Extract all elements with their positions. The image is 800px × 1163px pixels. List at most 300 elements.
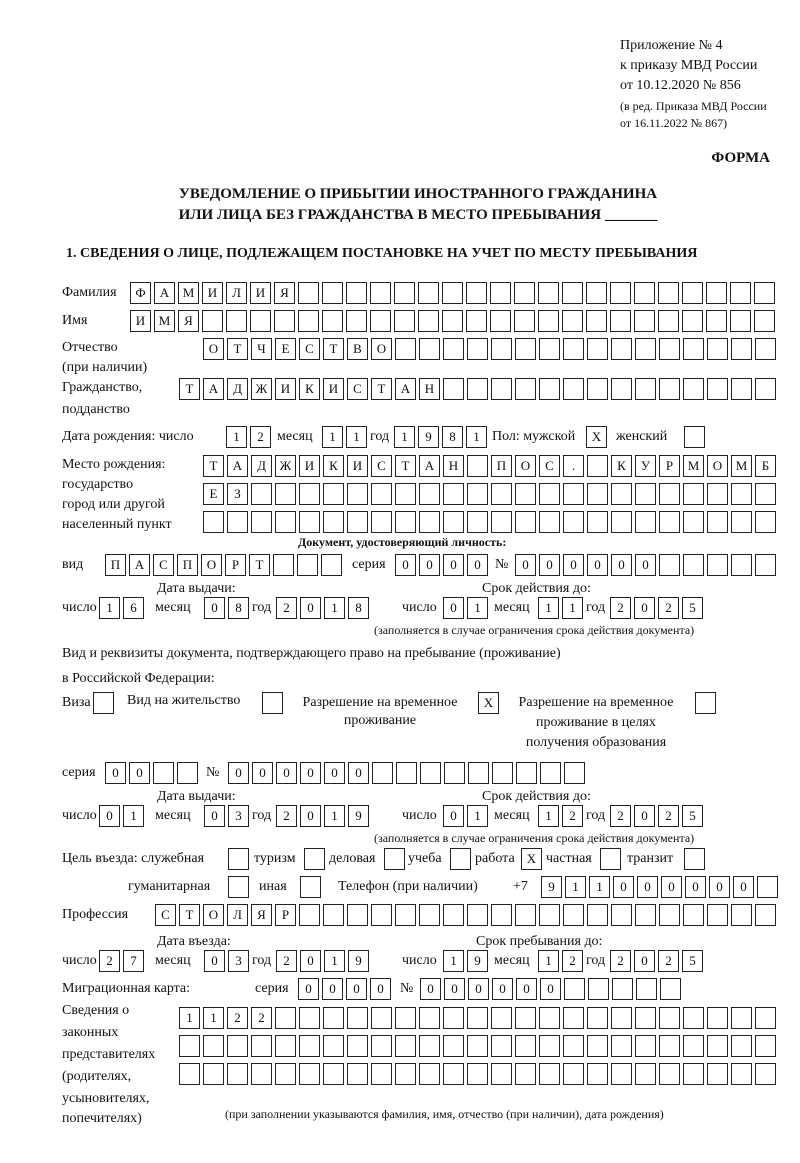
char-cell[interactable]: С xyxy=(371,455,392,477)
char-cell[interactable]: 2 xyxy=(99,950,120,972)
char-cell[interactable]: 8 xyxy=(228,597,249,619)
char-cell[interactable] xyxy=(538,282,559,304)
char-cell[interactable] xyxy=(755,511,776,533)
char-cell[interactable] xyxy=(347,1007,368,1029)
char-cell[interactable] xyxy=(588,978,609,1000)
char-cell[interactable]: 0 xyxy=(634,805,655,827)
char-cell[interactable] xyxy=(323,1035,344,1057)
char-cell[interactable]: 9 xyxy=(348,805,369,827)
char-cell[interactable]: Т xyxy=(179,904,200,926)
char-cell[interactable] xyxy=(731,1063,752,1085)
char-cell[interactable]: С xyxy=(347,378,368,400)
char-cell[interactable]: М xyxy=(683,455,704,477)
char-cell[interactable] xyxy=(539,338,560,360)
char-cell[interactable] xyxy=(299,1063,320,1085)
char-cell[interactable] xyxy=(731,483,752,505)
char-cell[interactable]: 2 xyxy=(276,597,297,619)
char-cell[interactable] xyxy=(563,483,584,505)
purpose-study-checkbox[interactable] xyxy=(450,848,474,870)
char-cell[interactable] xyxy=(251,1063,272,1085)
profession-field[interactable] xyxy=(155,904,779,926)
char-cell[interactable] xyxy=(420,762,441,784)
char-cell[interactable]: С xyxy=(155,904,176,926)
char-cell[interactable] xyxy=(707,338,728,360)
char-cell[interactable]: 0 xyxy=(370,978,391,1000)
char-cell[interactable]: 2 xyxy=(562,805,583,827)
char-cell[interactable]: М xyxy=(731,455,752,477)
char-cell[interactable]: 0 xyxy=(300,950,321,972)
char-cell[interactable]: Н xyxy=(419,378,440,400)
purpose-other-checkbox[interactable] xyxy=(300,876,324,898)
char-cell[interactable]: 0 xyxy=(298,978,319,1000)
char-cell[interactable] xyxy=(442,310,463,332)
char-cell[interactable]: X xyxy=(478,692,499,714)
char-cell[interactable] xyxy=(731,554,752,576)
char-cell[interactable] xyxy=(514,282,535,304)
char-cell[interactable] xyxy=(754,282,775,304)
char-cell[interactable] xyxy=(563,338,584,360)
char-cell[interactable] xyxy=(467,1063,488,1085)
char-cell[interactable] xyxy=(491,904,512,926)
char-cell[interactable] xyxy=(153,762,174,784)
char-cell[interactable] xyxy=(587,511,608,533)
char-cell[interactable]: 0 xyxy=(395,554,416,576)
id-valid-year-field[interactable] xyxy=(610,597,706,619)
char-cell[interactable]: 0 xyxy=(468,978,489,1000)
birthplace-field-2[interactable] xyxy=(203,483,779,505)
char-cell[interactable] xyxy=(227,1035,248,1057)
char-cell[interactable] xyxy=(635,1063,656,1085)
char-cell[interactable] xyxy=(227,511,248,533)
char-cell[interactable]: 0 xyxy=(637,876,658,898)
char-cell[interactable]: 1 xyxy=(562,597,583,619)
char-cell[interactable] xyxy=(562,282,583,304)
char-cell[interactable] xyxy=(515,904,536,926)
char-cell[interactable] xyxy=(564,978,585,1000)
char-cell[interactable] xyxy=(275,1063,296,1085)
char-cell[interactable]: 9 xyxy=(467,950,488,972)
char-cell[interactable]: 0 xyxy=(611,554,632,576)
char-cell[interactable] xyxy=(299,904,320,926)
char-cell[interactable]: 3 xyxy=(228,805,249,827)
char-cell[interactable]: 2 xyxy=(276,805,297,827)
char-cell[interactable]: 0 xyxy=(443,597,464,619)
char-cell[interactable] xyxy=(274,310,295,332)
char-cell[interactable]: П xyxy=(105,554,126,576)
char-cell[interactable] xyxy=(731,1035,752,1057)
char-cell[interactable]: 2 xyxy=(658,950,679,972)
char-cell[interactable] xyxy=(587,1035,608,1057)
char-cell[interactable]: А xyxy=(203,378,224,400)
char-cell[interactable] xyxy=(659,378,680,400)
char-cell[interactable] xyxy=(587,455,608,477)
temp-residence-checkbox[interactable] xyxy=(478,692,502,714)
char-cell[interactable] xyxy=(418,282,439,304)
char-cell[interactable] xyxy=(586,282,607,304)
char-cell[interactable] xyxy=(659,904,680,926)
char-cell[interactable] xyxy=(419,483,440,505)
char-cell[interactable] xyxy=(659,338,680,360)
char-cell[interactable] xyxy=(539,483,560,505)
char-cell[interactable]: 2 xyxy=(610,950,631,972)
entry-year-field[interactable] xyxy=(276,950,372,972)
char-cell[interactable] xyxy=(395,511,416,533)
char-cell[interactable] xyxy=(490,310,511,332)
char-cell[interactable]: 1 xyxy=(346,426,367,448)
char-cell[interactable]: 2 xyxy=(562,950,583,972)
char-cell[interactable]: Ж xyxy=(251,378,272,400)
char-cell[interactable]: Я xyxy=(178,310,199,332)
char-cell[interactable] xyxy=(298,310,319,332)
char-cell[interactable]: О xyxy=(371,338,392,360)
char-cell[interactable]: . xyxy=(563,455,584,477)
char-cell[interactable]: 0 xyxy=(300,762,321,784)
char-cell[interactable]: З xyxy=(227,483,248,505)
char-cell[interactable] xyxy=(706,282,727,304)
purpose-official-checkbox[interactable] xyxy=(228,848,252,870)
stay-year-field[interactable] xyxy=(610,950,706,972)
char-cell[interactable]: С xyxy=(153,554,174,576)
char-cell[interactable]: 2 xyxy=(227,1007,248,1029)
char-cell[interactable]: 0 xyxy=(348,762,369,784)
residence-permit-checkbox[interactable] xyxy=(262,692,286,714)
char-cell[interactable] xyxy=(203,1035,224,1057)
char-cell[interactable] xyxy=(684,426,705,448)
char-cell[interactable]: О xyxy=(515,455,536,477)
purpose-private-checkbox[interactable] xyxy=(600,848,624,870)
char-cell[interactable]: 0 xyxy=(467,554,488,576)
birthplace-field-3[interactable] xyxy=(203,511,779,533)
id-valid-day-field[interactable] xyxy=(443,597,491,619)
char-cell[interactable] xyxy=(226,310,247,332)
char-cell[interactable] xyxy=(516,762,537,784)
char-cell[interactable]: Т xyxy=(395,455,416,477)
char-cell[interactable] xyxy=(754,310,775,332)
char-cell[interactable] xyxy=(491,511,512,533)
char-cell[interactable] xyxy=(371,1035,392,1057)
char-cell[interactable] xyxy=(467,511,488,533)
char-cell[interactable]: 0 xyxy=(419,554,440,576)
char-cell[interactable]: 0 xyxy=(105,762,126,784)
char-cell[interactable] xyxy=(707,1063,728,1085)
char-cell[interactable] xyxy=(707,483,728,505)
char-cell[interactable] xyxy=(755,378,776,400)
char-cell[interactable] xyxy=(275,1035,296,1057)
char-cell[interactable]: 0 xyxy=(539,554,560,576)
char-cell[interactable]: 1 xyxy=(467,597,488,619)
char-cell[interactable] xyxy=(371,1007,392,1029)
char-cell[interactable]: 0 xyxy=(99,805,120,827)
char-cell[interactable] xyxy=(262,692,283,714)
char-cell[interactable] xyxy=(467,378,488,400)
char-cell[interactable] xyxy=(395,338,416,360)
char-cell[interactable] xyxy=(683,483,704,505)
char-cell[interactable]: 0 xyxy=(733,876,754,898)
char-cell[interactable] xyxy=(491,483,512,505)
char-cell[interactable] xyxy=(730,310,751,332)
char-cell[interactable]: О xyxy=(707,455,728,477)
char-cell[interactable]: Е xyxy=(203,483,224,505)
char-cell[interactable] xyxy=(323,1007,344,1029)
char-cell[interactable] xyxy=(273,554,294,576)
char-cell[interactable] xyxy=(250,310,271,332)
rd-valid-year-field[interactable] xyxy=(610,805,706,827)
char-cell[interactable] xyxy=(491,378,512,400)
char-cell[interactable] xyxy=(658,282,679,304)
char-cell[interactable] xyxy=(755,1007,776,1029)
char-cell[interactable]: 5 xyxy=(682,950,703,972)
char-cell[interactable] xyxy=(600,848,621,870)
birth-day-field[interactable] xyxy=(226,426,274,448)
char-cell[interactable] xyxy=(419,338,440,360)
char-cell[interactable] xyxy=(611,1035,632,1057)
char-cell[interactable]: А xyxy=(395,378,416,400)
char-cell[interactable]: 1 xyxy=(589,876,610,898)
char-cell[interactable] xyxy=(467,904,488,926)
char-cell[interactable] xyxy=(394,282,415,304)
patronymic-field[interactable] xyxy=(203,338,779,360)
char-cell[interactable] xyxy=(683,378,704,400)
rd-issue-year-field[interactable] xyxy=(276,805,372,827)
sex-female-checkbox[interactable] xyxy=(684,426,708,448)
char-cell[interactable] xyxy=(636,978,657,1000)
char-cell[interactable]: Т xyxy=(227,338,248,360)
char-cell[interactable] xyxy=(443,904,464,926)
char-cell[interactable]: И xyxy=(250,282,271,304)
char-cell[interactable]: 1 xyxy=(324,950,345,972)
char-cell[interactable]: 0 xyxy=(346,978,367,1000)
char-cell[interactable] xyxy=(443,1063,464,1085)
char-cell[interactable]: 1 xyxy=(203,1007,224,1029)
char-cell[interactable]: 1 xyxy=(443,950,464,972)
char-cell[interactable]: 0 xyxy=(129,762,150,784)
surname-field[interactable] xyxy=(130,282,778,304)
char-cell[interactable] xyxy=(395,483,416,505)
char-cell[interactable] xyxy=(419,904,440,926)
char-cell[interactable]: 2 xyxy=(251,1007,272,1029)
char-cell[interactable] xyxy=(755,1063,776,1085)
char-cell[interactable] xyxy=(490,282,511,304)
char-cell[interactable] xyxy=(515,1007,536,1029)
char-cell[interactable] xyxy=(442,282,463,304)
char-cell[interactable] xyxy=(731,904,752,926)
char-cell[interactable] xyxy=(419,1035,440,1057)
stay-day-field[interactable] xyxy=(443,950,491,972)
char-cell[interactable] xyxy=(275,1007,296,1029)
char-cell[interactable] xyxy=(682,282,703,304)
char-cell[interactable] xyxy=(347,511,368,533)
char-cell[interactable]: 0 xyxy=(252,762,273,784)
char-cell[interactable]: Р xyxy=(275,904,296,926)
char-cell[interactable] xyxy=(203,511,224,533)
char-cell[interactable] xyxy=(299,1007,320,1029)
char-cell[interactable] xyxy=(384,848,405,870)
char-cell[interactable]: 0 xyxy=(204,950,225,972)
char-cell[interactable] xyxy=(346,310,367,332)
char-cell[interactable] xyxy=(683,1063,704,1085)
char-cell[interactable] xyxy=(731,1007,752,1029)
char-cell[interactable]: И xyxy=(299,455,320,477)
char-cell[interactable] xyxy=(731,338,752,360)
char-cell[interactable] xyxy=(347,904,368,926)
char-cell[interactable]: 0 xyxy=(420,978,441,1000)
char-cell[interactable] xyxy=(443,338,464,360)
char-cell[interactable] xyxy=(659,1035,680,1057)
char-cell[interactable] xyxy=(466,310,487,332)
char-cell[interactable]: 0 xyxy=(276,762,297,784)
char-cell[interactable] xyxy=(466,282,487,304)
char-cell[interactable] xyxy=(611,338,632,360)
char-cell[interactable]: Р xyxy=(659,455,680,477)
id-issue-month-field[interactable] xyxy=(204,597,252,619)
char-cell[interactable]: 1 xyxy=(179,1007,200,1029)
char-cell[interactable] xyxy=(275,483,296,505)
char-cell[interactable] xyxy=(419,1007,440,1029)
char-cell[interactable]: 1 xyxy=(538,805,559,827)
char-cell[interactable] xyxy=(587,338,608,360)
id-valid-month-field[interactable] xyxy=(538,597,586,619)
char-cell[interactable]: 0 xyxy=(492,978,513,1000)
char-cell[interactable] xyxy=(635,904,656,926)
char-cell[interactable] xyxy=(635,511,656,533)
char-cell[interactable] xyxy=(586,310,607,332)
char-cell[interactable]: 0 xyxy=(587,554,608,576)
char-cell[interactable]: 9 xyxy=(541,876,562,898)
char-cell[interactable] xyxy=(371,511,392,533)
char-cell[interactable]: Я xyxy=(274,282,295,304)
phone-field[interactable] xyxy=(541,876,781,898)
char-cell[interactable] xyxy=(492,762,513,784)
char-cell[interactable] xyxy=(370,310,391,332)
char-cell[interactable] xyxy=(755,554,776,576)
char-cell[interactable] xyxy=(323,904,344,926)
char-cell[interactable]: 0 xyxy=(515,554,536,576)
char-cell[interactable]: 0 xyxy=(709,876,730,898)
id-number-field[interactable] xyxy=(515,554,779,576)
id-issue-year-field[interactable] xyxy=(276,597,372,619)
char-cell[interactable]: И xyxy=(347,455,368,477)
char-cell[interactable] xyxy=(587,904,608,926)
char-cell[interactable] xyxy=(682,310,703,332)
char-cell[interactable] xyxy=(563,1007,584,1029)
char-cell[interactable]: Т xyxy=(203,455,224,477)
char-cell[interactable]: 7 xyxy=(123,950,144,972)
char-cell[interactable] xyxy=(707,378,728,400)
rd-valid-month-field[interactable] xyxy=(538,805,586,827)
char-cell[interactable] xyxy=(395,1007,416,1029)
char-cell[interactable]: Ф xyxy=(130,282,151,304)
char-cell[interactable] xyxy=(707,554,728,576)
char-cell[interactable]: 0 xyxy=(685,876,706,898)
char-cell[interactable]: 1 xyxy=(324,597,345,619)
char-cell[interactable] xyxy=(563,904,584,926)
char-cell[interactable]: Т xyxy=(249,554,270,576)
char-cell[interactable]: 2 xyxy=(610,805,631,827)
char-cell[interactable]: 0 xyxy=(444,978,465,1000)
char-cell[interactable]: П xyxy=(177,554,198,576)
char-cell[interactable]: 0 xyxy=(228,762,249,784)
char-cell[interactable]: 0 xyxy=(300,805,321,827)
char-cell[interactable] xyxy=(695,692,716,714)
char-cell[interactable] xyxy=(755,483,776,505)
char-cell[interactable]: О xyxy=(203,904,224,926)
purpose-humanitarian-checkbox[interactable] xyxy=(228,876,252,898)
char-cell[interactable] xyxy=(251,483,272,505)
char-cell[interactable]: 9 xyxy=(418,426,439,448)
char-cell[interactable] xyxy=(372,762,393,784)
id-series-field[interactable] xyxy=(395,554,491,576)
char-cell[interactable] xyxy=(299,483,320,505)
id-issue-day-field[interactable] xyxy=(99,597,147,619)
char-cell[interactable] xyxy=(515,511,536,533)
char-cell[interactable] xyxy=(323,511,344,533)
char-cell[interactable] xyxy=(515,378,536,400)
char-cell[interactable]: X xyxy=(521,848,542,870)
char-cell[interactable]: 0 xyxy=(634,597,655,619)
char-cell[interactable]: 0 xyxy=(613,876,634,898)
char-cell[interactable] xyxy=(371,904,392,926)
representatives-field-3[interactable] xyxy=(179,1063,779,1085)
char-cell[interactable] xyxy=(538,310,559,332)
char-cell[interactable] xyxy=(563,1035,584,1057)
char-cell[interactable] xyxy=(467,338,488,360)
right-doc-series-field[interactable] xyxy=(105,762,201,784)
char-cell[interactable]: П xyxy=(491,455,512,477)
char-cell[interactable] xyxy=(228,848,249,870)
char-cell[interactable] xyxy=(396,762,417,784)
char-cell[interactable]: А xyxy=(154,282,175,304)
char-cell[interactable]: 2 xyxy=(250,426,271,448)
citizenship-field[interactable] xyxy=(179,378,779,400)
char-cell[interactable] xyxy=(322,282,343,304)
migration-card-series-field[interactable] xyxy=(298,978,394,1000)
char-cell[interactable] xyxy=(299,511,320,533)
char-cell[interactable] xyxy=(450,848,471,870)
char-cell[interactable] xyxy=(730,282,751,304)
char-cell[interactable]: М xyxy=(178,282,199,304)
char-cell[interactable] xyxy=(562,310,583,332)
char-cell[interactable]: 2 xyxy=(658,805,679,827)
char-cell[interactable] xyxy=(443,378,464,400)
char-cell[interactable] xyxy=(611,483,632,505)
char-cell[interactable]: А xyxy=(419,455,440,477)
char-cell[interactable]: Н xyxy=(443,455,464,477)
char-cell[interactable] xyxy=(202,310,223,332)
char-cell[interactable] xyxy=(468,762,489,784)
char-cell[interactable] xyxy=(731,511,752,533)
purpose-business-checkbox[interactable] xyxy=(384,848,408,870)
char-cell[interactable]: Д xyxy=(251,455,272,477)
char-cell[interactable]: 1 xyxy=(226,426,247,448)
char-cell[interactable]: К xyxy=(611,455,632,477)
char-cell[interactable]: У xyxy=(635,455,656,477)
char-cell[interactable]: 2 xyxy=(658,597,679,619)
char-cell[interactable] xyxy=(706,310,727,332)
char-cell[interactable] xyxy=(443,511,464,533)
char-cell[interactable] xyxy=(323,1063,344,1085)
rd-issue-month-field[interactable] xyxy=(204,805,252,827)
char-cell[interactable] xyxy=(515,1035,536,1057)
char-cell[interactable]: Т xyxy=(371,378,392,400)
char-cell[interactable] xyxy=(491,1035,512,1057)
rd-valid-day-field[interactable] xyxy=(443,805,491,827)
char-cell[interactable]: Л xyxy=(227,904,248,926)
char-cell[interactable] xyxy=(540,762,561,784)
char-cell[interactable] xyxy=(707,1007,728,1029)
birthplace-field-1[interactable] xyxy=(203,455,779,477)
char-cell[interactable]: Ч xyxy=(251,338,272,360)
char-cell[interactable]: 0 xyxy=(634,950,655,972)
